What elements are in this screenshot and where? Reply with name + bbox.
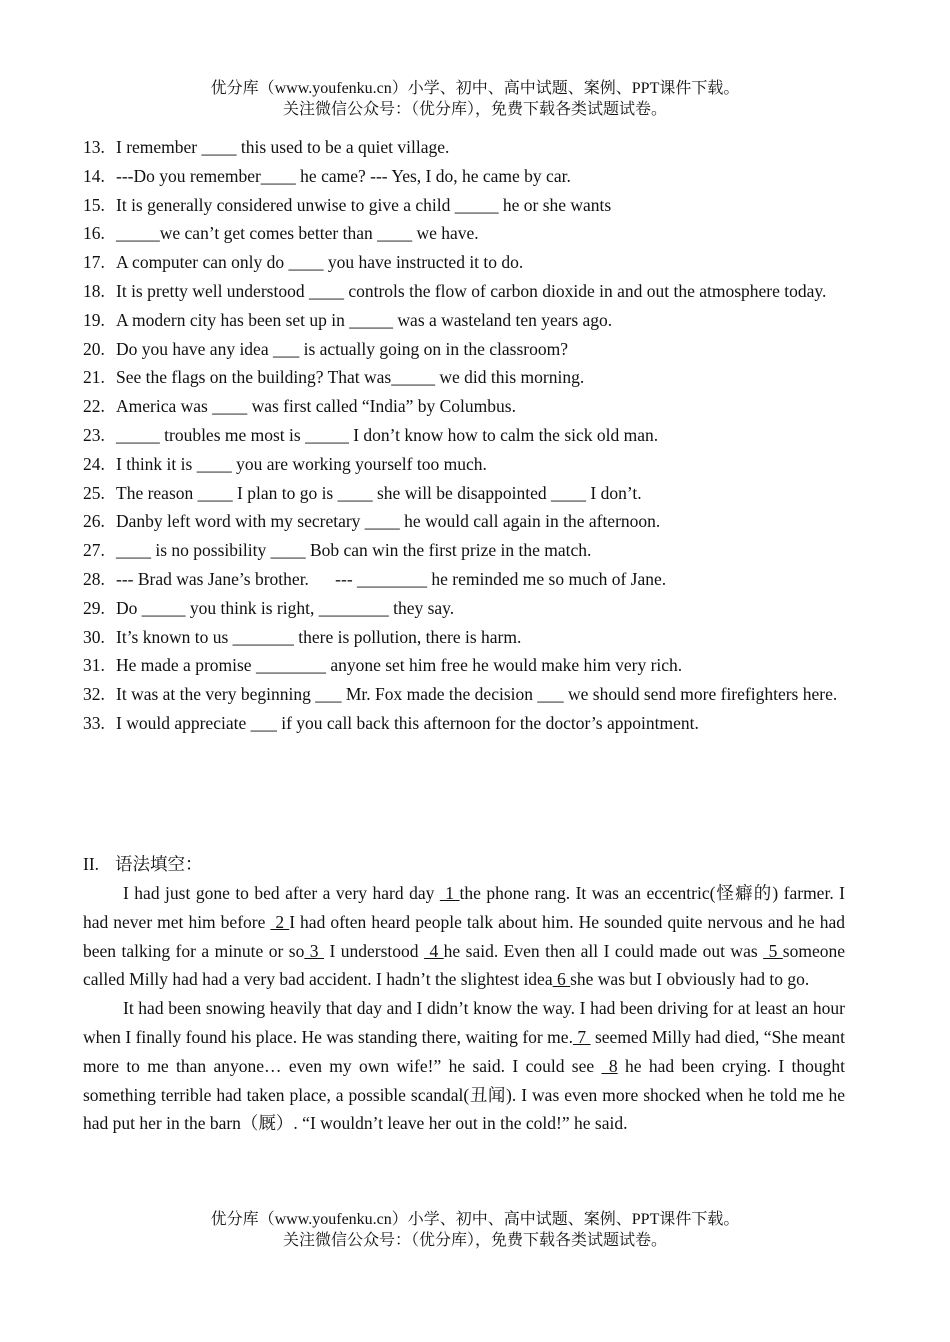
question-number: 14. (83, 165, 105, 186)
blank-7: 7 (572, 1026, 591, 1047)
question-item (83, 392, 845, 421)
question-text: America was ____ was first called “India” by Columbus. (116, 396, 516, 417)
page-header (0, 78, 950, 120)
header-line-2: 关注微信公众号：（优分库），免费下载各类试题试卷。 (282, 101, 667, 118)
question-text: _____ troubles me most is _____ I don’t know how to calm the sick old man. (116, 424, 659, 445)
blank-2: 2 (270, 911, 290, 932)
passage-text: I understood (324, 940, 424, 961)
passage-text: the phone rang. It was an eccentric(怪癖的) farmer. I had never met him before (83, 883, 845, 932)
question-item (83, 363, 845, 392)
question-number: 32. (83, 684, 105, 705)
question-number: 20. (83, 338, 105, 359)
question-number: 28. (83, 568, 105, 589)
question-number: 30. (83, 626, 105, 647)
question-item (83, 709, 845, 738)
question-text: I would appreciate ___ if you call back this afternoon for the doctor’s appointment. (116, 712, 699, 733)
question-item (83, 479, 845, 508)
passage-text: she was but I obviously had to go. (570, 969, 810, 990)
section-title: 语法填空： (115, 854, 203, 874)
question-item (83, 565, 845, 594)
question-text: The reason ____ I plan to go is ____ she will be disappointed ____ I don’t. (116, 482, 642, 503)
section-heading (83, 850, 203, 879)
blank-1: 1 (439, 883, 460, 903)
question-item (83, 680, 845, 709)
question-item (83, 219, 845, 248)
blank-5: 5 (763, 940, 783, 961)
passage-paragraph-2 (83, 994, 845, 1138)
blank-4: 4 (423, 940, 444, 961)
question-item (83, 623, 845, 652)
question-item (83, 536, 845, 565)
question-text: Danby left word with my secretary ____ he would call again in the afternoon. (116, 511, 661, 532)
question-number: 15. (83, 194, 105, 215)
question-number: 27. (83, 540, 105, 561)
passage-text: I had often heard people talk about him. He sounded quite nervous and he had been talking for a minute or so (83, 911, 845, 961)
question-text: A computer can only do ____ you have instructed it to do. (116, 252, 524, 273)
question-text: A modern city has been set up in _____ was a wasteland ten years ago. (116, 309, 613, 330)
question-item (83, 277, 845, 306)
question-number: 18. (83, 280, 105, 301)
passage-text: he had been crying. I thought something terrible had taken place, a possible scandal(丑闻). I was even more shocked when he told me he had put her in the barn（厩）. “I wouldn’t leave her out in the cold!” he said. (83, 1055, 846, 1134)
blank-6: 6 (552, 969, 571, 990)
question-text: _____we can’t get comes better than ____ we have. (116, 223, 479, 244)
question-number: 16. (83, 223, 105, 244)
passage-text: I had just gone to bed after a very hard day (123, 883, 440, 903)
question-text: See the flags on the building? That was_____ we did this morning. (116, 367, 585, 388)
question-text: Do you have any idea ___ is actually going on in the classroom? (116, 338, 568, 359)
question-item (83, 191, 845, 220)
question-number: 13. (83, 137, 105, 157)
question-item (83, 162, 845, 191)
section-numeral: II. (83, 854, 100, 874)
question-item (83, 133, 845, 162)
question-item (83, 335, 845, 364)
question-text: It was at the very beginning ___ Mr. Fox made the decision ___ we should send more firefighters here. (116, 684, 838, 705)
question-text: It is pretty well understood ____ controls the flow of carbon dioxide in and out the atmosphere today. (116, 280, 827, 301)
question-number: 21. (83, 367, 105, 388)
question-item (83, 450, 845, 479)
passage-text: seemed Milly had died, “She meant more to me than anyone… even my own wife!” he said. I could see (83, 1026, 845, 1076)
question-text: Do _____ you think is right, ________ they say. (116, 597, 455, 618)
question-text: ____ is no possibility ____ Bob can win the first prize in the match. (116, 540, 592, 561)
question-number: 22. (83, 396, 105, 417)
question-number: 23. (83, 424, 105, 445)
question-number: 24. (83, 453, 105, 474)
question-item (83, 651, 845, 680)
question-text: ---Do you remember____ he came? --- Yes, I do, he came by car. (116, 165, 571, 186)
question-item (83, 248, 845, 277)
page-footer (0, 1209, 950, 1251)
question-text: It’s known to us _______ there is pollution, there is harm. (116, 626, 522, 647)
question-text: --- Brad was Jane’s brother. --- ________ he reminded me so much of Jane. (116, 568, 667, 589)
question-list (83, 133, 845, 738)
footer-line-1: 优分库（www.youfenku.cn）小学、初中、高中试题、案例、PPT课件下载。 (210, 1211, 740, 1228)
question-number: 17. (83, 252, 105, 273)
footer-line-2: 关注微信公众号：（优分库），免费下载各类试题试卷。 (282, 1232, 667, 1249)
passage-text: someone called Milly had had a very bad accident. I hadn’t the slightest idea (83, 940, 845, 990)
question-text: It is generally considered unwise to give a child _____ he or she wants (116, 194, 612, 215)
question-text: I remember ____ this used to be a quiet village. (116, 137, 450, 157)
header-line-1: 优分库（www.youfenku.cn）小学、初中、高中试题、案例、PPT课件下载。 (210, 80, 740, 97)
blank-8: 8 (601, 1055, 618, 1076)
passage-text: It had been snowing heavily that day and I didn’t know the way. I had been driving for at least an hour when I finally found his place. He was standing there, waiting for me. (83, 998, 845, 1047)
passage-text: he said. Even then all I could made out was (443, 940, 764, 961)
question-number: 25. (83, 482, 105, 503)
question-text: He made a promise ________ anyone set him free he would make him very rich. (116, 655, 683, 676)
question-number: 19. (83, 309, 105, 330)
question-item (83, 507, 845, 536)
passage-paragraph-1 (83, 879, 845, 994)
question-item (83, 421, 845, 450)
question-number: 29. (83, 597, 105, 618)
question-text: I think it is ____ you are working yourself too much. (116, 453, 487, 474)
blank-3: 3 (304, 940, 324, 961)
question-number: 33. (83, 712, 105, 733)
cloze-passage (83, 879, 845, 1138)
question-number: 26. (83, 511, 105, 532)
question-item (83, 306, 845, 335)
question-item (83, 594, 845, 623)
question-number: 31. (83, 655, 105, 676)
